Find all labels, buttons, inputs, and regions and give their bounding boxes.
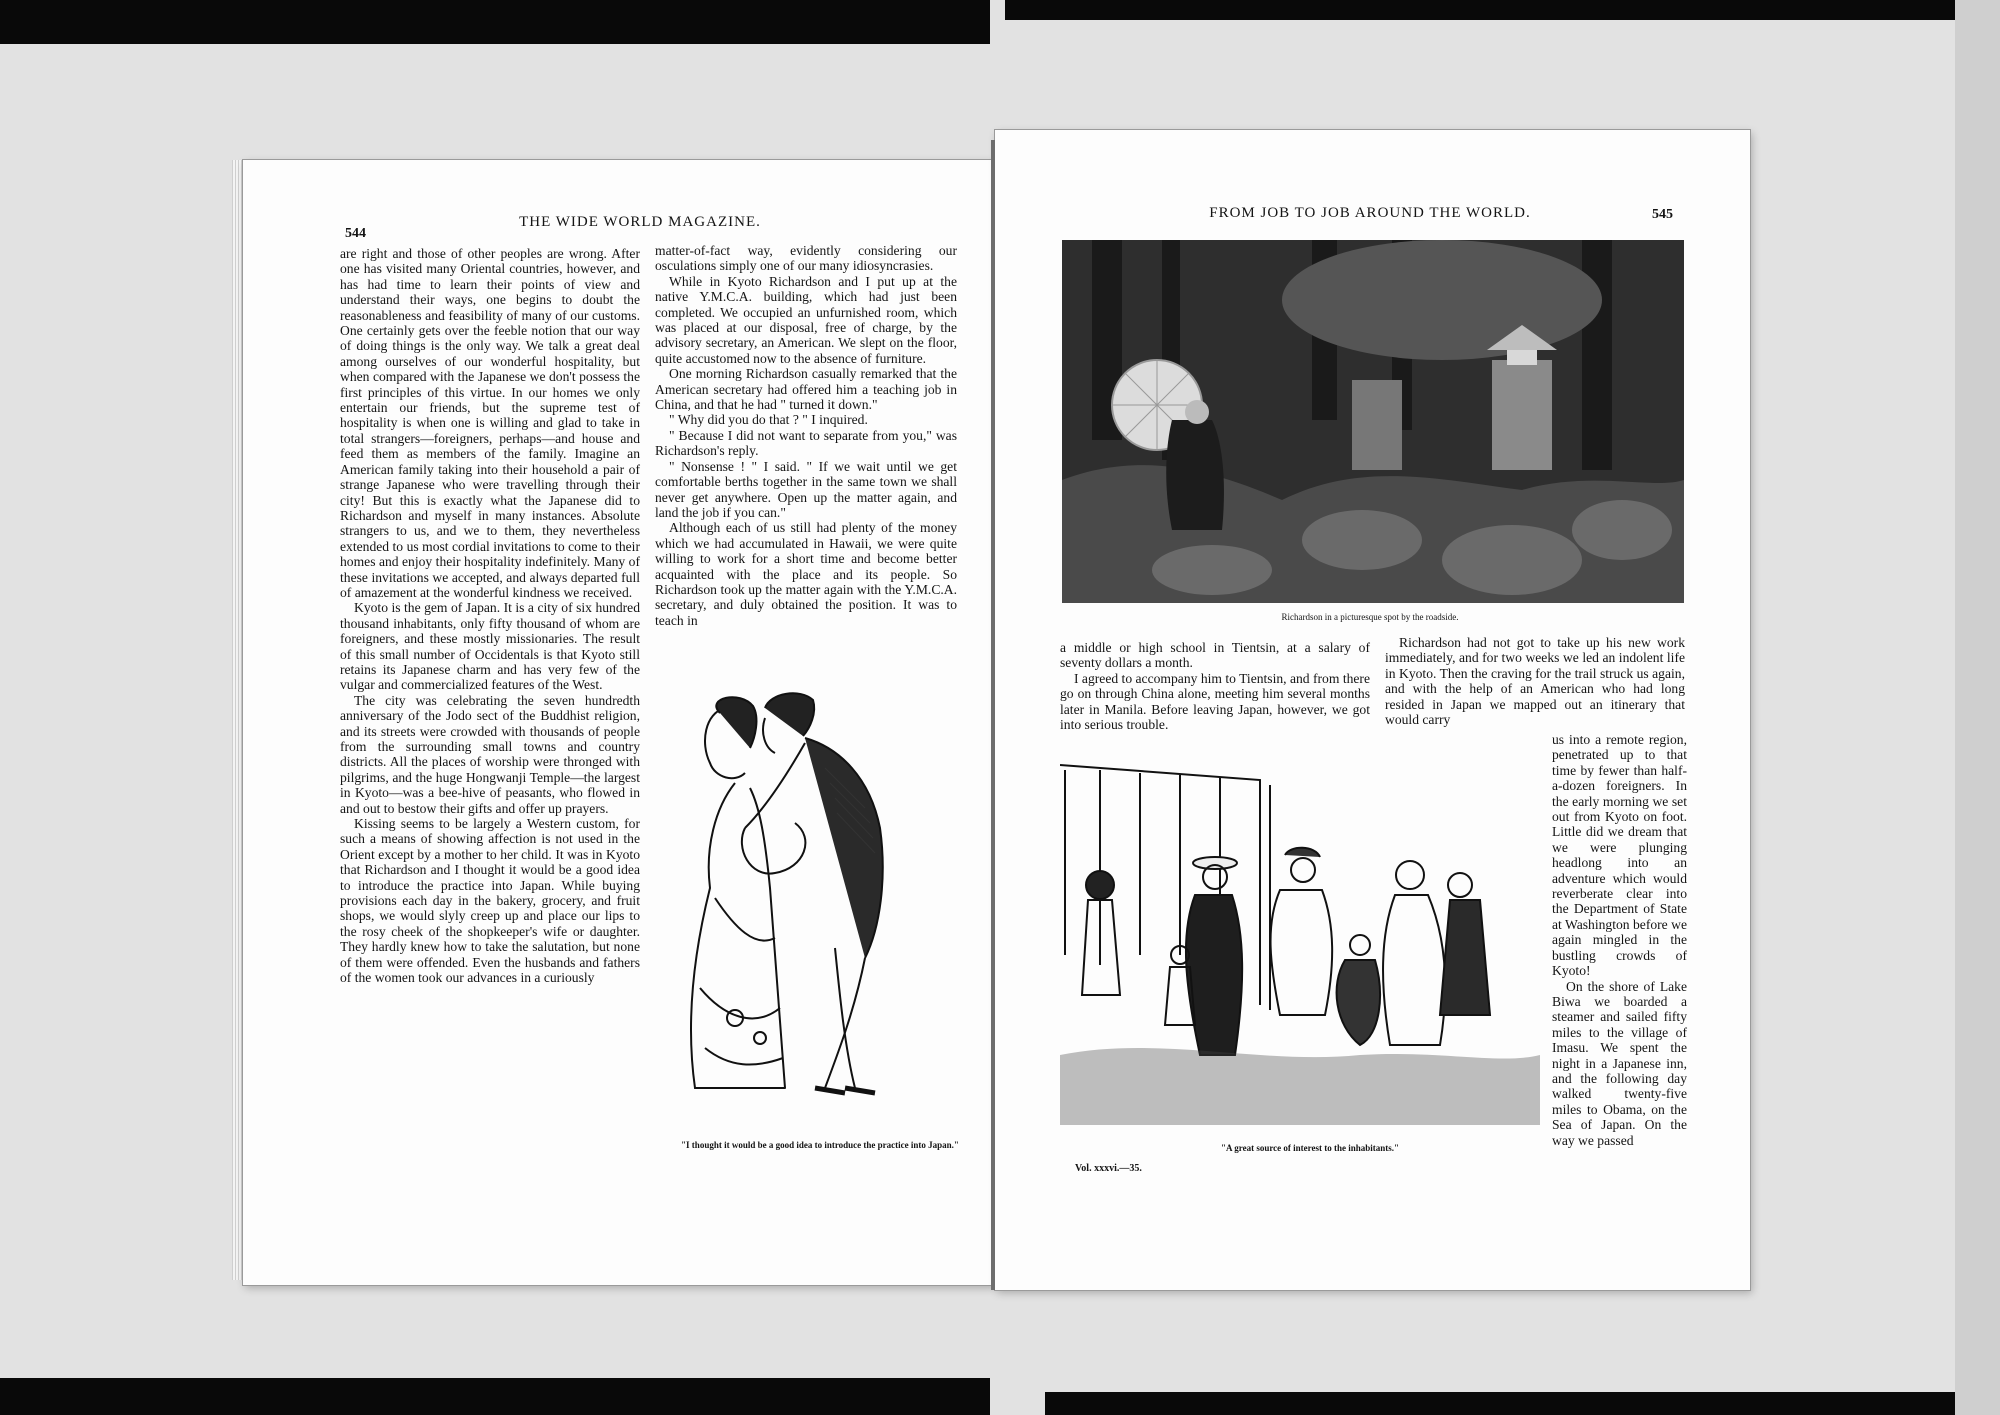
kiss-illustration-caption: "I thought it would be a good idea to introduce the practice into Japan." bbox=[681, 1140, 959, 1150]
background-band-top-right bbox=[1005, 0, 2000, 20]
left-column-1 bbox=[340, 246, 640, 986]
left-column-2 bbox=[655, 243, 957, 628]
crowd-illustration bbox=[1060, 755, 1540, 1125]
left-page-number: 544 bbox=[345, 226, 366, 241]
roadside-photo bbox=[1062, 240, 1684, 603]
paragraph: " Nonsense ! " I said. " If we wait until we get comfortable berths together in the same town we shall never get anywhere. Open up the matter again, and land the job if you can." bbox=[655, 458, 957, 520]
paragraph: " Why did you do that ? " I inquired. bbox=[669, 412, 868, 428]
right-column-2-narrow bbox=[1552, 732, 1687, 1148]
right-running-head: FROM JOB TO JOB AROUND THE WORLD. bbox=[1209, 205, 1531, 221]
roadside-photo-caption: Richardson in a picturesque spot by the roadside. bbox=[1281, 612, 1459, 622]
right-page-number: 545 bbox=[1652, 207, 1673, 222]
kiss-illustration bbox=[665, 688, 965, 1138]
paragraph: Kissing seems to be largely a Western custom, for such a means of showing affection is not used in the Orient except by a mother to her child. It was in Kyoto that Richardson and I thought it would be a good idea to introduce the practice into Japan. While buying provisions each day in the bakery, grocery, and fruit shops, we would slyly creep up and place our lips to the rosy cheek of the shopkeeper's wife or daughter. They hardly knew how to take the salutation, but none of them were offended. Even the husbands and fathers of the women took our advances in a curiously bbox=[340, 816, 640, 986]
background-band-bottom-right bbox=[1045, 1392, 2000, 1415]
left-running-head: THE WIDE WORLD MAGAZINE. bbox=[519, 214, 761, 230]
paragraph: matter-of-fact way, evidently considering our osculations simply one of our many idiosyncrasies. bbox=[655, 243, 957, 274]
paragraph: are right and those of other peoples are wrong. After one has visited many Oriental countries, however, and has had time to learn their points of view and understand their ways, one begins to doubt the reasonableness and feasibility of many of our customs. One certainly gets over the feeble notion that our way of doing things is the only way. We talk a great deal among ourselves of our wonderful hospitality, but when compared with the Japanese we don't possess the first principles of this virtue. In our homes we only entertain our friends, but the supreme test of hospitality is when one is willing and glad to take in total strangers—foreigners, perhaps—and house and feed them as members of the family. Imagine an American family taking into their household a pair of strange Japanese who were travelling through their city! But this is exactly what the Japanese did to Richardson and myself in many instances. Absolute strangers to us, and we to them, they nevertheless extended to us most cordial invitations to come to their homes and enjoy their hospitality indefinitely. Many of these invitations we accepted, and always departed full of amazement at the wonderful kindness we received. bbox=[340, 246, 640, 600]
background-band-bottom-left bbox=[0, 1378, 990, 1415]
paragraph: Kyoto is the gem of Japan. It is a city of six hundred thousand inhabitants, only fifty thousand of whom are foreigners, and these mostly missionaries. The result of this small number of Occidentals is that Kyoto still retains its Japanese charm and has very few of the vulgar and commercialized features of the West. bbox=[340, 600, 640, 693]
paragraph: a middle or high school in Tientsin, at a salary of seventy dollars a month. bbox=[1060, 640, 1370, 671]
book-spine bbox=[991, 140, 995, 1290]
background-band-right bbox=[1955, 0, 2000, 1415]
volume-mark: Vol. xxxvi.—35. bbox=[1075, 1163, 1142, 1174]
paragraph: The city was celebrating the seven hundredth anniversary of the Jodo sect of the Buddhist religion, and its streets were crowded with thousands of people from the surrounding small towns and country districts. All the places of worship were thronged with pilgrims, and the huge Hongwanji Temple—the largest in Kyoto—was a bee-hive of peasants, who flowed in and out to bestow their gifts and offer up prayers. bbox=[340, 692, 640, 816]
right-column-1 bbox=[1060, 640, 1370, 732]
paragraph: Although each of us still had plenty of the money which we had accumulated in Hawaii, we were quite willing to work for a short time and become better acquainted with the place and its people. So Richardson took up the matter again with the Y.M.C.A. secretary, and duly obtained the position. It was to teach in bbox=[655, 520, 957, 628]
paragraph: us into a remote region, penetrated up to that time by fewer than half-a-dozen foreigners. In the early morning we set out from Kyoto on foot. Little did we dream that we were plunging headlong into an adventure which would reverberate clear into the Department of State at Washington before we again mingled in the bustling crowds of Kyoto! bbox=[1552, 732, 1687, 979]
paragraph: I agreed to accompany him to Tientsin, and from there go on through China alone, meeting him several months later in Manila. Before leaving Japan, however, we got into serious trouble. bbox=[1060, 670, 1370, 733]
right-column-2-top bbox=[1385, 635, 1685, 727]
paragraph: Richardson had not got to take up his new work immediately, and for two weeks we led an indolent life in Kyoto. Then the craving for the trail struck us again, and with the help of an American who had long resided in Japan we mapped out an itinerary that would carry bbox=[1385, 635, 1685, 728]
paragraph: One morning Richardson casually remarked that the American secretary had offered him a teaching job in China, and that he had " turned it down." bbox=[655, 366, 957, 413]
crowd-illustration-caption: "A great source of interest to the inhabitants." bbox=[1221, 1143, 1399, 1153]
paragraph: " Because I did not want to separate from you," was Richardson's reply. bbox=[655, 427, 957, 459]
paragraph: While in Kyoto Richardson and I put up at the native Y.M.C.A. building, which had just been completed. We occupied an unfurnished room, which was placed at our disposal, free of charge, by the advisory secretary, an American. We slept on the floor, quite accustomed now to the absence of furniture. bbox=[655, 273, 957, 366]
background-band-top-left bbox=[0, 0, 990, 44]
paragraph: On the shore of Lake Biwa we boarded a steamer and sailed fifty miles to the village of Imasu. We spent the night in a Japanese inn, and the following day walked twenty-five miles to Obama, on the Sea of Japan. On the way we passed bbox=[1552, 978, 1687, 1148]
